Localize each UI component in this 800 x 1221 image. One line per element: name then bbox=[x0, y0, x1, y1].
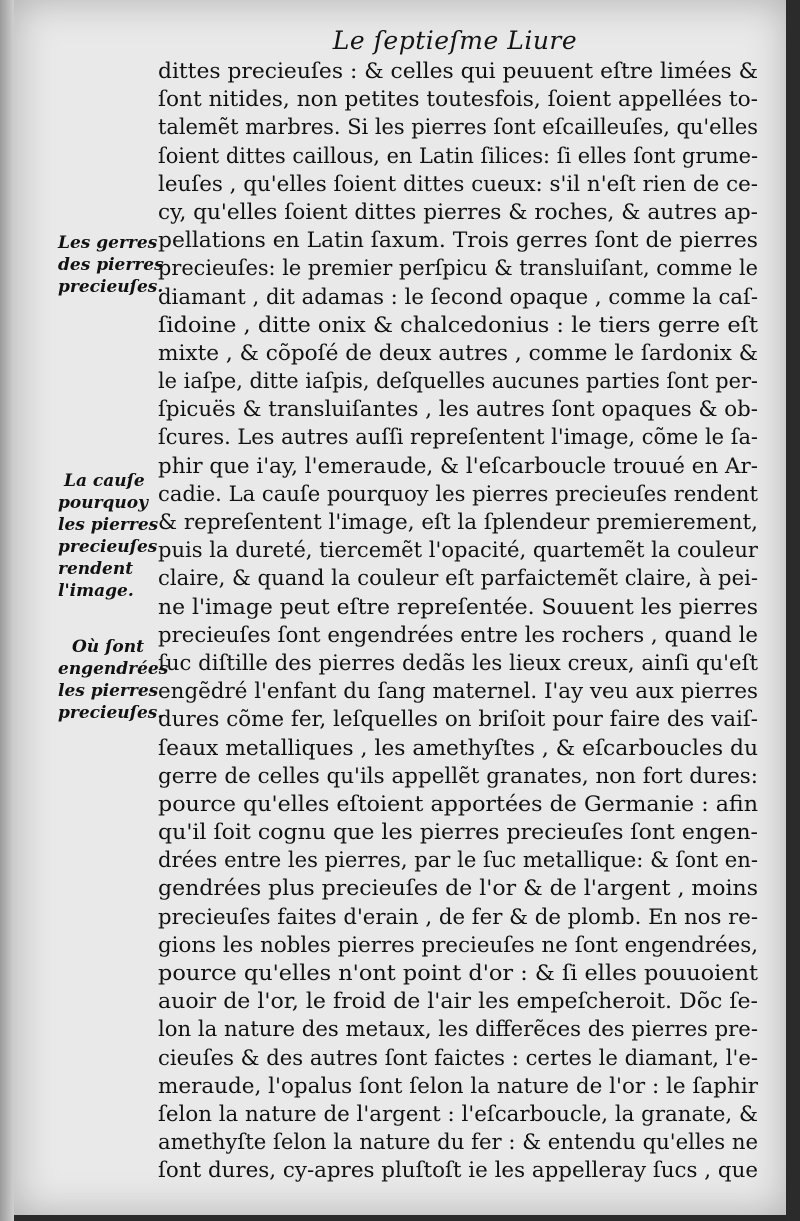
text-line: gerre de celles qu'ils appellẽt granates, non fort dures: bbox=[158, 763, 758, 789]
margin-note-line: rendent bbox=[58, 559, 134, 579]
page-left-edge bbox=[0, 0, 14, 1221]
text-line: pource qu'elles eſtoient apportées de Germanie : afin bbox=[158, 791, 758, 817]
margin-note-line: des pierres bbox=[58, 255, 164, 275]
margin-note-line: engendrées bbox=[58, 659, 169, 679]
text-line: dures cõme fer, leſquelles on briſoit pour faire des vaiſ- bbox=[158, 707, 758, 733]
text-line: ſcures. Les autres auſſi repreſentent l'image, cõme le ſa- bbox=[158, 425, 758, 451]
text-line: drées entre les pierres, par le ſuc metallique: & ſont en- bbox=[158, 848, 758, 874]
text-line: pource qu'elles n'ont point d'or : & ſi elles pouuoient bbox=[158, 961, 758, 986]
margin-note-line: les pierres bbox=[58, 681, 159, 701]
text-line: phir que i'ay, l'emeraude, & l'eſcarboucle trouué en Ar- bbox=[158, 453, 758, 479]
text-line: le iaſpe, ditte iaſpis, deſquelles aucunes parties ſont per- bbox=[158, 369, 758, 395]
text-line: engẽdré l'enfant du ſang maternel. I'ay veu aux pierres bbox=[158, 679, 758, 705]
margin-note-cause bbox=[58, 470, 158, 602]
text-line: precieuſes faites d'erain , de fer & de plomb. En nos re- bbox=[158, 904, 758, 930]
text-line: auoir de l'or, le froid de l'air les empeſcheroit. Dõc ſe- bbox=[158, 989, 758, 1015]
margin-note-line: precieuſes. bbox=[58, 277, 164, 297]
text-line: qu'il ſoit cognu que les pierres precieuſes ſont engen- bbox=[158, 820, 758, 846]
running-title: Le ſeptieſme Liure bbox=[332, 26, 578, 55]
text-line: diamant , dit adamas : le ſecond opaque , comme la caſ- bbox=[158, 284, 758, 310]
text-line: puis la dureté, tiercemẽt l'opacité, quartemẽt la couleur bbox=[158, 538, 758, 564]
page-right-edge bbox=[786, 0, 800, 1221]
text-line: gendrées plus precieuſes de l'or & de l'argent , moins bbox=[158, 876, 758, 902]
text-line: ſoient dittes caillous, en Latin ſilices: ſi elles ſont grume- bbox=[158, 143, 758, 169]
text-line: leuſes , qu'elles ſoient dittes cueux: s'il n'eſt rien de ce- bbox=[158, 171, 758, 197]
margin-note-line: Les gerres bbox=[58, 233, 158, 253]
text-line: precieuſes: le premier perſpicu & transluiſant, comme le bbox=[158, 256, 758, 282]
text-line: talemẽt marbres. Si les pierres ſont eſcailleuſes, qu'elles bbox=[158, 115, 758, 141]
text-line: amethyſte ſelon la nature du fer : & entendu qu'elles ne bbox=[158, 1130, 758, 1156]
text-line: ſont dures, cy-apres pluſtoſt ie les appelleray ſucs , que bbox=[158, 1158, 758, 1184]
margin-note-line: precieuſes. bbox=[58, 703, 164, 723]
margin-note-line: pourquoy bbox=[58, 493, 149, 513]
text-line: ſidoine , ditte onix & chalcedonius : le tiers gerre eſt bbox=[158, 312, 758, 338]
margin-note-line: precieuſes bbox=[58, 537, 158, 557]
text-line: ſuc diſtille des pierres dedãs les lieux creux, ainſi qu'eſt bbox=[158, 650, 758, 676]
margin-note-line: l'image. bbox=[58, 581, 134, 601]
text-line: ne l'image peut eſtre repreſentée. Souuent les pierres bbox=[158, 594, 758, 620]
text-line: cy, qu'elles ſoient dittes pierres & roches, & autres ap- bbox=[158, 199, 758, 225]
text-line: cieuſes & des autres ſont faictes : certes le diamant, l'e- bbox=[158, 1045, 758, 1071]
margin-note-ou-sont bbox=[58, 636, 168, 724]
margin-note-gerres bbox=[58, 232, 164, 298]
text-line: gions les nobles pierres precieuſes ne ſont engendrées, bbox=[158, 932, 758, 958]
text-line: pellations en Latin ſaxum. Trois gerres ſont de pierres bbox=[158, 228, 758, 254]
margin-note-line: La cauſe bbox=[64, 471, 145, 491]
text-line: cadie. La cauſe pourquoy les pierres precieuſes rendent bbox=[158, 481, 758, 507]
text-line: & repreſentent l'image, eſt la ſplendeur premierement, bbox=[158, 510, 758, 535]
text-line: ſelon la nature de l'argent : l'eſcarboucle, la granate, & bbox=[158, 1101, 758, 1127]
text-line: ſpicuës & transluiſantes , les autres ſont opaques & ob- bbox=[158, 397, 758, 423]
margin-note-line: Où ſont bbox=[72, 637, 144, 657]
text-line: mixte , & cõpoſé de deux autres , comme le ſardonix & bbox=[158, 340, 758, 366]
text-line: ſont nitides, non petites toutesfois, ſoient appellées to- bbox=[158, 87, 758, 113]
text-line: lon la nature des metaux, les differẽces des pierres pre- bbox=[158, 1017, 758, 1043]
text-line: precieuſes ſont engendrées entre les rochers , quand le bbox=[158, 622, 758, 648]
text-line: dittes precieuſes : & celles qui peuuent eſtre limées & bbox=[158, 59, 758, 84]
text-line: ſeaux metalliques , les amethyſtes , & eſcarboucles du bbox=[158, 735, 758, 761]
text-line: meraude, l'opalus ſont ſelon la nature de l'or : le ſaphir bbox=[158, 1073, 758, 1099]
body-text bbox=[158, 58, 758, 1186]
margin-note-line: les pierres bbox=[58, 515, 159, 535]
text-line: claire, & quand la couleur eſt parfaictemẽt claire, à pei- bbox=[158, 566, 758, 592]
